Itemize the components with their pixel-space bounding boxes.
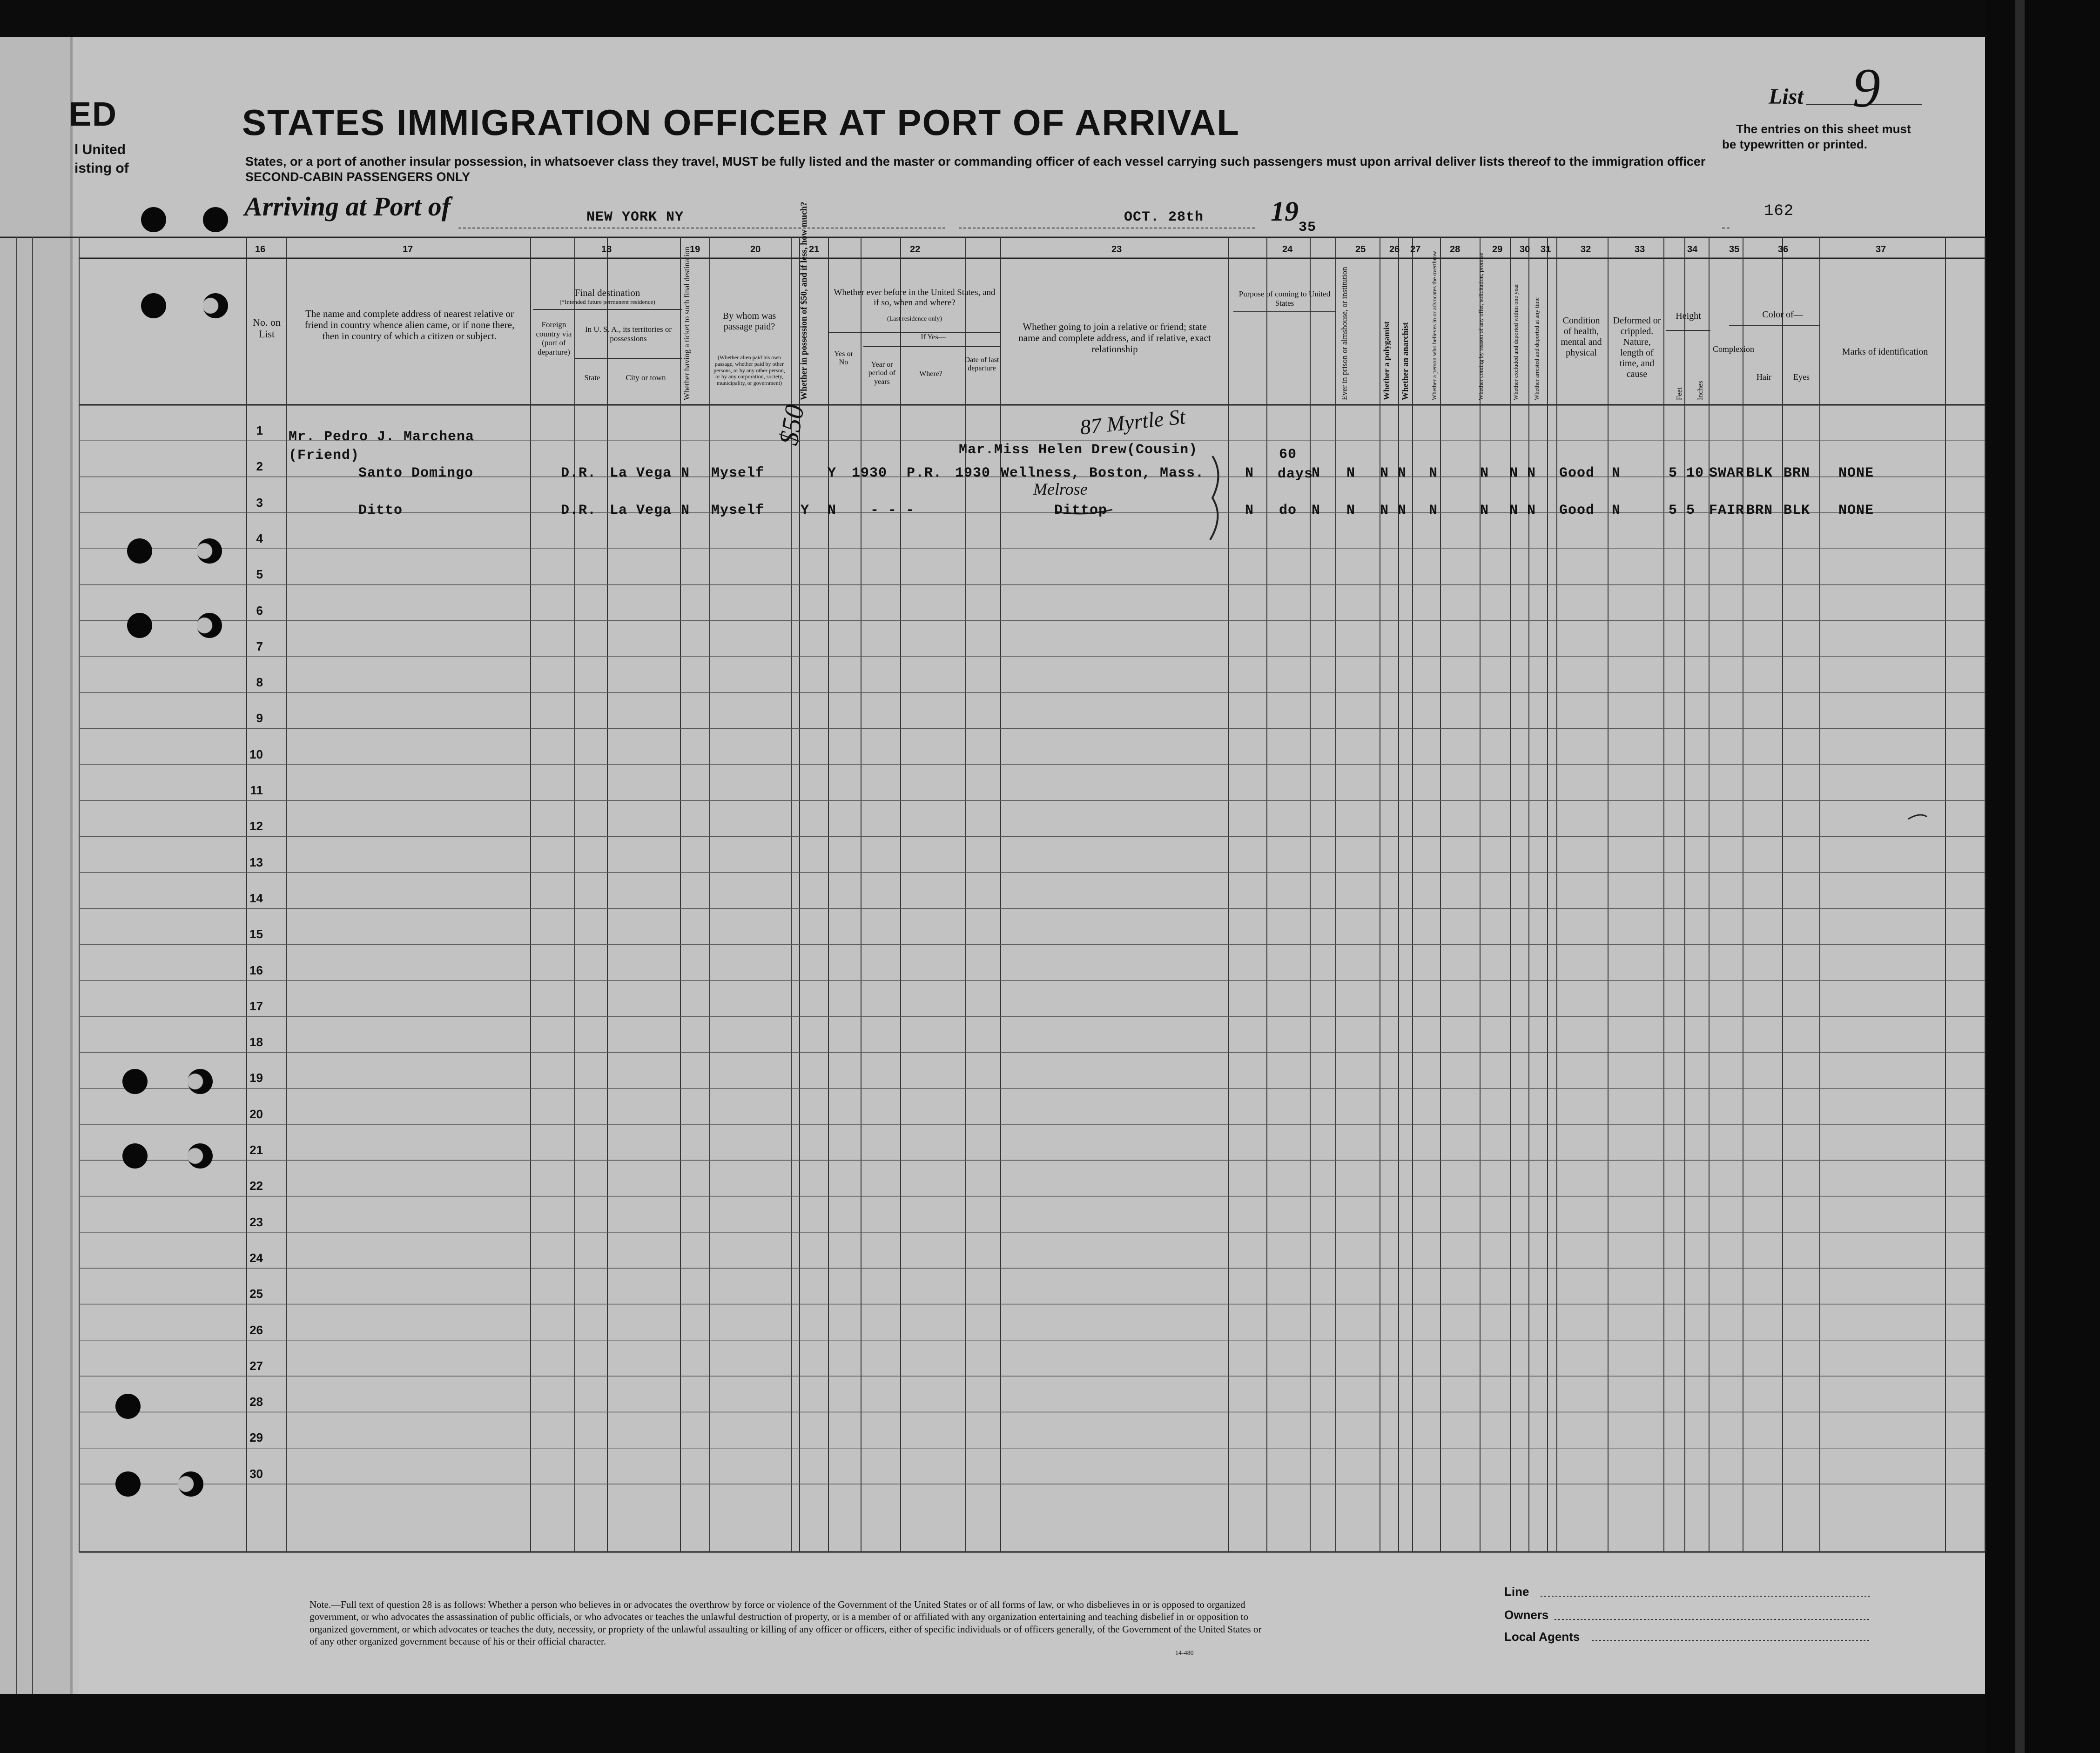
- header-marks: Marks of identification: [1842, 347, 1928, 357]
- column-number: 30: [1520, 244, 1530, 255]
- row-number: 17: [249, 999, 263, 1013]
- footer-note: Note.—Full text of question 28 is as follows: Whether a person who believes in or advocates the overthrow by force or violence of the Government of the United States or of all forms of law, or who disbelieves in or is opposed to organized government, or who advocates the assassination of public officials, or who advocates or teaches the unlawful destruction of property, or is a member of or affiliated with any organization entertaining and teaching disbelief in or opposition to organized government, or which advocates or teaches the duty, necessity, or propriety of the unlawful assaulting or killing of any officer or officers, either of specific individuals or of officers generally, of the Government of the United States or of any other organized government because of his or their official character.: [310, 1599, 1262, 1647]
- handwritten-address: 87 Myrtle St: [1078, 404, 1187, 439]
- entry-purpose: N: [1245, 503, 1254, 518]
- header-where: Where?: [919, 370, 942, 378]
- entry-length-of-stay: do: [1279, 503, 1297, 518]
- row-number: 6: [256, 603, 263, 618]
- entry-passage-paid: Myself: [711, 465, 765, 481]
- entry-eyes: BLK: [1784, 503, 1811, 518]
- column-number: 17: [403, 244, 413, 255]
- header-city: City or town: [626, 373, 666, 382]
- row-number: 13: [249, 855, 263, 869]
- year-prefix: 19: [1271, 196, 1299, 227]
- entry-city: Santo Domingo: [358, 465, 474, 481]
- entry-flag: N: [1346, 465, 1356, 481]
- header-height: Height: [1676, 311, 1701, 321]
- column-number: 25: [1355, 244, 1366, 255]
- list-label: List: [1769, 84, 1804, 109]
- entry-health: Good: [1559, 503, 1595, 518]
- punch-hole: [122, 1069, 148, 1094]
- column-number: 20: [750, 244, 761, 255]
- header-overthrow: Whether a person who believes in or advocates the overthrow: [1431, 251, 1438, 400]
- column-number: 34: [1687, 244, 1698, 255]
- entry-joining-address: Wellness, Boston, Mass.: [1001, 465, 1205, 481]
- entry-country: D.R.: [561, 465, 597, 481]
- entry-ever-before: Y: [828, 465, 837, 481]
- row-number: 19: [249, 1071, 263, 1085]
- column-number: 32: [1581, 244, 1591, 255]
- header-join-relative: Whether going to join a relative or friend; state name and complete address, and if relative, exact relationship: [1018, 321, 1211, 355]
- form-class-label: SECOND-CABIN PASSENGERS ONLY: [245, 170, 471, 184]
- entry-complexion: SWAR: [1709, 465, 1745, 481]
- header-deformed: Deformed or crippled. Nature, length of time, and cause: [1613, 316, 1661, 379]
- entry-flag: N: [1480, 465, 1489, 481]
- row-number: 26: [249, 1323, 263, 1337]
- row-number: 23: [249, 1215, 263, 1229]
- row-number: 28: [249, 1395, 263, 1409]
- entry-complexion: FAIR: [1709, 503, 1745, 518]
- row-number: 25: [249, 1287, 263, 1301]
- handwritten-fifty: $50: [773, 402, 810, 448]
- row-number: 9: [256, 711, 263, 725]
- header-if-yes: If Yes—: [921, 333, 946, 341]
- entry-flag: N: [1312, 503, 1321, 518]
- header-passage-paid-note: (Whether alien paid his own passage, whether paid by other persons, or by any other person, or by any corporation, society, municipality, or government): [713, 354, 785, 387]
- entry-ticket: N: [681, 465, 690, 481]
- header-offer: Whether coming by reason of any offer, solicitation, promise: [1477, 253, 1484, 400]
- row-number: 2: [256, 459, 263, 474]
- entry-height: 5 5: [1669, 503, 1696, 518]
- left-margin-fragment: isting of: [74, 161, 129, 176]
- header-fifty-dollars: Whether in possession of $50, and if less, how much?: [799, 201, 809, 400]
- entry-flag: N: [1480, 503, 1489, 518]
- column-number: 29: [1492, 244, 1503, 255]
- entry-flag: N N: [1509, 503, 1536, 518]
- entry-destination-city: La Vega: [610, 465, 672, 481]
- entry-hair: BRN: [1746, 503, 1773, 518]
- local-agents-label: Local Agents: [1504, 1630, 1580, 1644]
- header-health: Condition of health, mental and physical: [1561, 316, 1602, 358]
- header-no-on-list: No. on List: [253, 316, 281, 340]
- header-purpose: Purpose of coming to United States: [1238, 289, 1331, 308]
- column-number: 19: [690, 244, 700, 255]
- column-number: 27: [1410, 244, 1421, 255]
- header-color-of: Color of—: [1762, 309, 1803, 320]
- column-number: 35: [1729, 244, 1740, 255]
- owners-label: Owners: [1504, 1608, 1549, 1622]
- entry-eyes: BRN: [1784, 465, 1811, 481]
- year-suffix: 35: [1299, 220, 1317, 235]
- entry-length-of-stay: 60: [1279, 447, 1297, 463]
- row-number: 4: [256, 531, 263, 545]
- entry-marks: NONE: [1838, 503, 1874, 518]
- left-margin-fragment: l United: [74, 142, 126, 157]
- header-final-destination-note: (*Intended future permanent residence): [559, 298, 655, 305]
- header-final-destination: Final destination: [574, 287, 640, 298]
- header-feet: Feet: [1676, 387, 1683, 400]
- entry-flag: N: [1429, 465, 1438, 481]
- header-prison: Ever in prison or almshouse, or institution: [1340, 267, 1349, 400]
- punch-hole: [197, 538, 222, 564]
- header-last-departure: Date of last departure: [964, 356, 999, 373]
- punch-hole: [127, 538, 152, 564]
- entry-country: D.R.: [561, 503, 597, 518]
- header-polygamist: Whether a polygamist: [1382, 321, 1391, 400]
- column-number: 24: [1282, 244, 1293, 255]
- form-title: STATES IMMIGRATION OFFICER AT PORT OF ARRIVAL: [242, 102, 1240, 143]
- row-number: 14: [249, 891, 263, 905]
- entry-relation: (Friend): [289, 448, 360, 463]
- header-deported: Whether arrested and deported at any time: [1533, 297, 1540, 400]
- entry-relative-name: Mr. Pedro J. Marchena: [289, 429, 475, 445]
- entries-note: be typewritten or printed.: [1722, 137, 1868, 151]
- column-number: 23: [1111, 244, 1122, 255]
- column-number: 28: [1450, 244, 1461, 255]
- entry-ever-before: Y: [801, 503, 810, 518]
- row-number: 18: [249, 1035, 263, 1049]
- entry-year: 1930: [852, 465, 888, 481]
- entry-joining: Dittop: [1054, 503, 1108, 518]
- date-value: OCT. 28th: [1124, 209, 1204, 225]
- header-ticket: Whether having a ticket to such final destination: [682, 247, 691, 400]
- row-number: 30: [249, 1466, 263, 1481]
- entry-where: P.R.: [907, 465, 942, 481]
- port-value: NEW YORK NY: [586, 209, 684, 225]
- punch-hole: [188, 1069, 213, 1094]
- column-number: 18: [601, 244, 612, 255]
- left-margin-fragment: ED: [69, 96, 118, 133]
- punch-hole: [122, 1143, 148, 1169]
- column-number: 26: [1389, 244, 1400, 255]
- header-ever-before-note: (Last residence only): [887, 316, 942, 322]
- column-number: 16: [255, 244, 266, 255]
- punch-hole: [115, 1471, 141, 1497]
- header-eyes: Eyes: [1793, 372, 1810, 382]
- entry-ticket: N: [681, 503, 690, 518]
- entry-flag: N N: [1380, 503, 1407, 518]
- header-state: State: [584, 373, 600, 382]
- column-number: 31: [1541, 244, 1551, 255]
- row-number: 5: [256, 567, 263, 582]
- punch-hole: [178, 1471, 203, 1497]
- entry-deformed: N: [1612, 465, 1621, 481]
- entry-flag: N: [1429, 503, 1438, 518]
- row-number: 21: [249, 1143, 263, 1157]
- entry-marks: NONE: [1838, 465, 1874, 481]
- entries-note: The entries on this sheet must: [1736, 122, 1911, 136]
- header-excluded: Whether excluded and deported within one year: [1512, 284, 1519, 400]
- row-number: 1: [256, 423, 263, 437]
- punch-hole: [127, 613, 152, 638]
- form-subtitle: States, or a port of another insular possession, in whatsoever class they travel, MUST be fully listed and the master or commanding officer of each vessel carrying such passengers must upon arrival deliver lists thereof to the immigration officer: [245, 154, 1706, 168]
- header-hair: Hair: [1757, 372, 1771, 382]
- entry-health: Good: [1559, 465, 1595, 481]
- row-number: 11: [250, 783, 263, 797]
- header-passage-paid: By whom was passage paid?: [722, 311, 776, 332]
- punch-hole: [115, 1394, 141, 1419]
- entry-hair: BLK: [1746, 465, 1773, 481]
- header-foreign-country: Foreign country via (port of departure): [536, 320, 572, 356]
- row-number: 22: [249, 1179, 263, 1193]
- entry-purpose: N: [1245, 465, 1254, 481]
- header-complexion: Complexion: [1713, 344, 1754, 354]
- punch-hole: [203, 207, 228, 232]
- entry-flag: N: [1346, 503, 1356, 518]
- handwritten-melrose: Melrose: [1033, 480, 1088, 498]
- row-number: 27: [249, 1358, 263, 1373]
- header-yes-no: Yes or No: [834, 350, 853, 367]
- line-label: Line: [1504, 1585, 1529, 1599]
- header-anarchist: Whether an anarchist: [1400, 322, 1410, 400]
- row-number: 3: [256, 495, 263, 510]
- punch-hole: [203, 293, 228, 318]
- header-nearest-relative: The name and complete address of nearest relative or friend in country whence alien came, or if none there, then in country of which a citizen or subject.: [304, 308, 515, 342]
- punch-hole: [141, 207, 166, 232]
- column-number: 21: [809, 244, 820, 255]
- entry-flag: N N: [1380, 465, 1407, 481]
- punch-hole: [141, 293, 166, 318]
- row-number: 10: [249, 747, 263, 761]
- entry-passage-paid: Myself: [711, 503, 765, 518]
- page-number: 162: [1764, 202, 1794, 220]
- header-year: Year or period of years: [868, 361, 896, 386]
- entry-deformed: N: [1612, 503, 1621, 518]
- entry-flag: N: [1312, 465, 1321, 481]
- entry-relative-name: Ditto: [358, 503, 403, 518]
- entry-destination-city: La Vega: [610, 503, 672, 518]
- row-number: 7: [256, 639, 263, 653]
- punch-hole: [197, 613, 222, 638]
- entry-ever-before-no: N: [828, 503, 837, 518]
- entry-joining: Mar.Miss Helen Drew(Cousin): [959, 442, 1198, 458]
- column-number: 22: [910, 244, 921, 255]
- column-number: 37: [1876, 244, 1886, 255]
- row-number: 15: [249, 927, 263, 941]
- arriving-label: Arriving at Port of: [244, 191, 451, 222]
- header-ever-before: Whether ever before in the United States, and if so, when and where?: [834, 288, 996, 308]
- row-number: 29: [249, 1431, 263, 1445]
- entry-height: 5 10: [1669, 465, 1704, 481]
- entry-length-unit: days: [1278, 466, 1313, 482]
- entry-flag: N N: [1509, 465, 1536, 481]
- header-in-usa: In U. S. A., its territories or possessions: [585, 325, 672, 343]
- header-inches: Inches: [1696, 381, 1704, 400]
- entry-last-departure: 1930: [955, 465, 991, 481]
- footer-form-code: 14-480: [1175, 1650, 1194, 1657]
- column-number: 36: [1778, 244, 1789, 255]
- column-number: 33: [1635, 244, 1645, 255]
- punch-hole: [188, 1143, 213, 1169]
- row-number: 12: [249, 819, 263, 833]
- row-number: 16: [249, 963, 263, 977]
- row-number: 24: [249, 1250, 263, 1265]
- row-number: 8: [256, 675, 263, 690]
- row-number: 20: [249, 1107, 263, 1121]
- entry-dashes: - - -: [870, 503, 915, 518]
- list-number: 9: [1852, 57, 1880, 119]
